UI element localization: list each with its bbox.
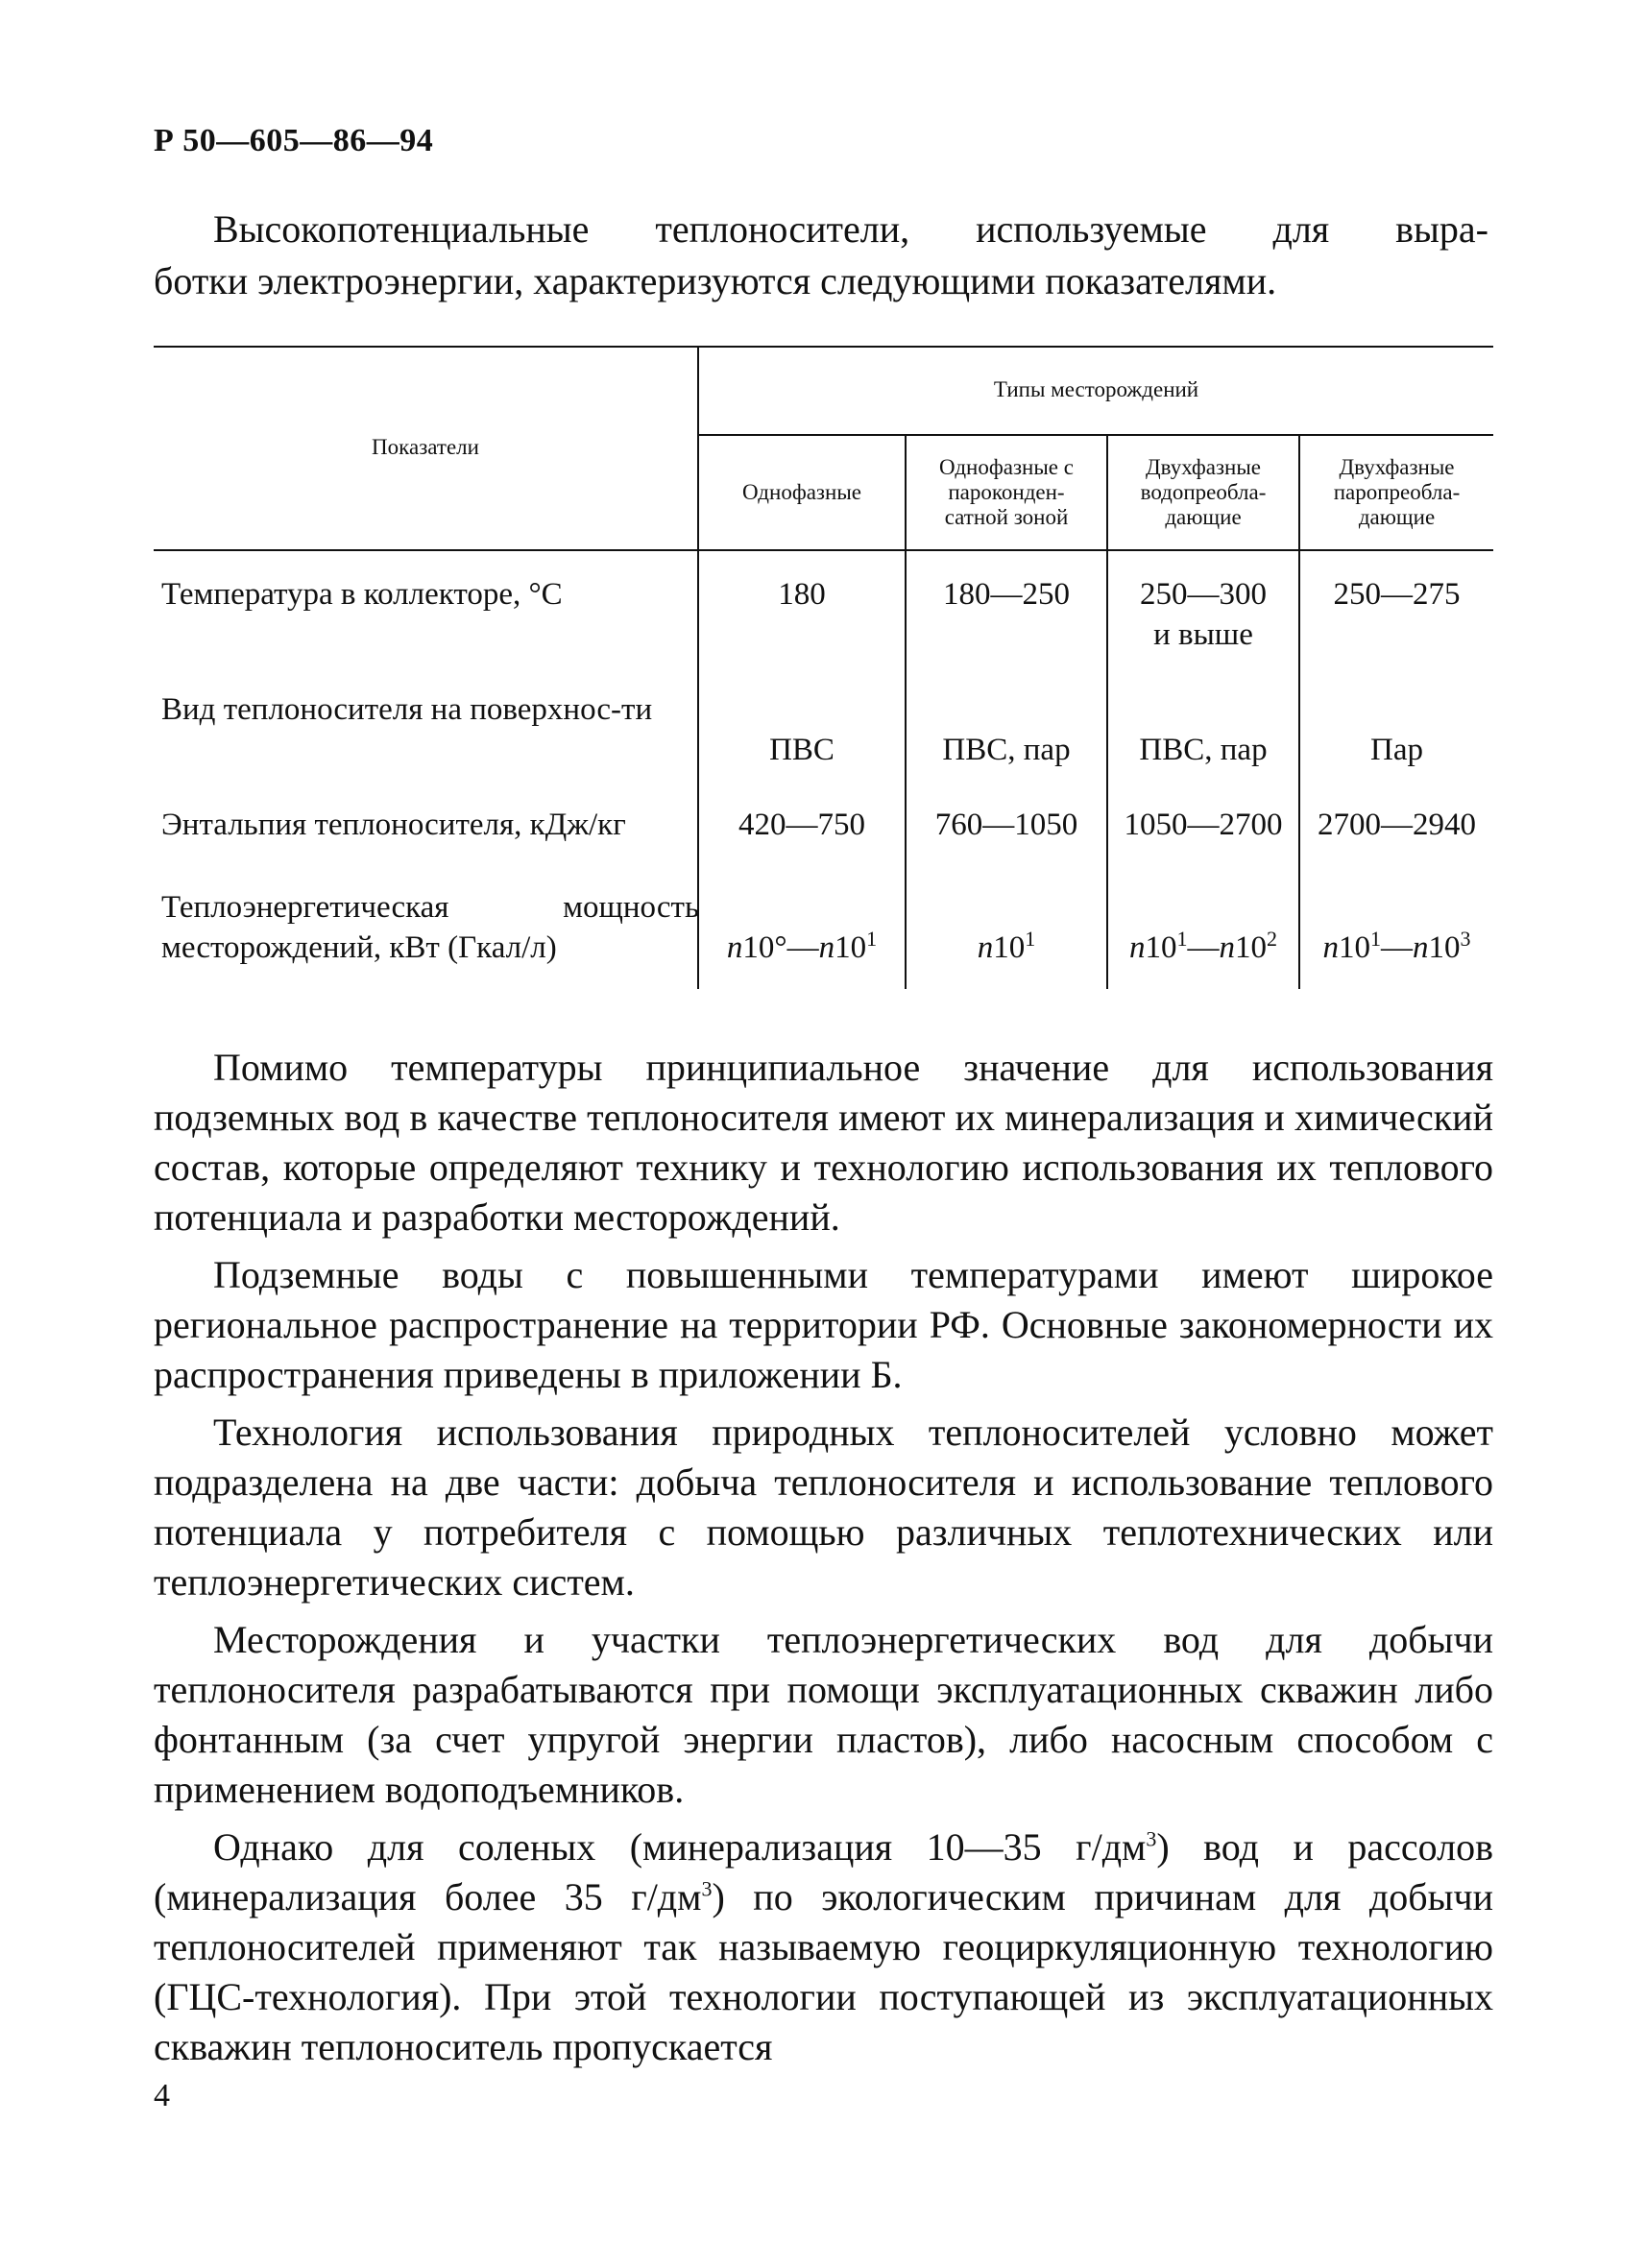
intro-line-2: ботки электроэнергии, характеризуются следующими показателями. [154, 259, 1277, 302]
col3-line-2: водопреобла- [1140, 480, 1267, 504]
exponent: 1 [1370, 927, 1381, 951]
superscript-3: 3 [701, 1876, 713, 1901]
deposit-types-table [154, 346, 1493, 989]
power-part: 10°— [742, 930, 819, 965]
n-symbol: n [1129, 930, 1146, 965]
paragraph-5-part-1: Однако для соленых (минерализация 10—35 г/дм [213, 1825, 1147, 1869]
body-text [154, 1043, 1493, 2080]
row-label-temperature: Температура в коллекторе, °С [161, 577, 563, 612]
column-header-two-phase-steam [1300, 436, 1493, 549]
col2-line-3: сатной зоной [944, 505, 1069, 529]
cell-power-1 [699, 928, 905, 968]
col1-line-1: Однофазные [742, 480, 861, 504]
power-part: 10 [993, 930, 1026, 965]
col4-line-1: Двухфазные [1339, 455, 1455, 479]
power-part: 10 [835, 930, 867, 965]
column-header-single-phase-condensate [907, 436, 1106, 549]
n-symbol: n [1413, 930, 1429, 965]
cell-type-4: Пар [1370, 733, 1423, 767]
paragraph-2: Подземные воды с повышенными температурами имеют широкое региональное распространение на территории РФ. Основные закономерности их распространения приведены в приложении Б. [154, 1253, 1493, 1396]
n-symbol: n [1322, 930, 1339, 965]
n-symbol: n [726, 930, 743, 965]
row-label-carrier-type: Вид теплоносителя на поверхнос-ти [161, 692, 653, 727]
cell-power-2 [907, 928, 1106, 968]
exponent: 1 [866, 927, 878, 951]
page-number: 4 [154, 2078, 170, 2113]
n-symbol: n [977, 930, 994, 965]
column-header-single-phase [699, 436, 905, 549]
cell-temp-2: 180—250 [943, 577, 1070, 612]
exponent: 1 [1176, 927, 1188, 951]
paragraph-5-part-2: ) вод и рассолов (минерализация более 35 г/дм [154, 1825, 1493, 1918]
dash: — [1187, 930, 1220, 965]
paragraph-4: Месторождения и участки теплоэнергетических вод для добычи теплоносителя разрабатываются при помощи эксплуатационных скважин либо фонтанным (за счет упругой энергии пластов), либо насосным способом с применением водоподъемников. [154, 1618, 1493, 1811]
indicator-header: Показатели [372, 435, 479, 459]
paragraph-5-part-3: ) по экологическим причинам для добычи теплоносителей применяют так называемую геоциркуляционную технологию (ГЦС-технология). При этой технологии поступающей из эксплуатационных скважин теплоноситель пропускается [154, 1875, 1493, 2068]
exponent: 1 [1025, 927, 1036, 951]
intro-line-1: Высокопотенциальные теплоносители, используемые для выра- [213, 207, 1488, 251]
cell-enthalpy-4: 2700—2940 [1318, 808, 1476, 842]
col4-line-2: паропреобла- [1333, 480, 1461, 504]
cell-power-3 [1108, 928, 1298, 968]
header-bottom-rule [154, 549, 1493, 551]
intro-paragraph [154, 204, 1488, 307]
cell-enthalpy-2: 760—1050 [934, 808, 1078, 842]
cell-temp-1: 180 [778, 577, 826, 612]
exponent: 3 [1460, 927, 1471, 951]
col3-line-1: Двухфазные [1145, 455, 1262, 479]
column-header-two-phase-water [1108, 436, 1298, 549]
cell-type-2: ПВС, пар [942, 733, 1071, 767]
row-label-enthalpy: Энтальпия теплоносителя, кДж/кг [161, 808, 626, 842]
cell-temp-3: 250—300 и выше [1140, 577, 1267, 652]
cell-enthalpy-3: 1050—2700 [1124, 808, 1283, 842]
dash: — [1381, 930, 1413, 965]
paragraph-1: Помимо температуры принципиальное значение для использования подземных вод в качестве теплоносителя имеют их минерализация и химический состав, которые определяют технику и технологию использования их теплового потенциала и разработки месторождений. [154, 1046, 1493, 1239]
cell-power-4 [1300, 928, 1493, 968]
col2-line-2: пароконден- [948, 480, 1065, 504]
cell-temp-4: 250—275 [1333, 577, 1461, 612]
power-part: 10 [1145, 930, 1177, 965]
cell-type-3: ПВС, пар [1139, 733, 1268, 767]
paragraph-5 [154, 1822, 1493, 2072]
n-symbol: n [818, 930, 835, 965]
col4-line-3: дающие [1358, 505, 1436, 529]
paragraph-3: Технология использования природных теплоносителей условно может подразделена на две части: добыча теплоносителя и использование теплового потенциала у потребителя с помощью различных теплотехнических или теплоэнергетических систем. [154, 1411, 1493, 1604]
power-part: 10 [1428, 930, 1461, 965]
col3-line-3: дающие [1165, 505, 1242, 529]
cell-enthalpy-1: 420—750 [738, 808, 865, 842]
cell-type-1: ПВС [769, 733, 835, 767]
power-part: 10 [1235, 930, 1267, 965]
superscript-3: 3 [1146, 1826, 1157, 1851]
document-code: Р 50—605—86—94 [154, 123, 434, 158]
exponent: 2 [1267, 927, 1277, 951]
n-symbol: n [1219, 930, 1235, 965]
row-label-power: Теплоэнергетическая мощность месторождений, кВт (Гкал/л) [161, 890, 699, 965]
power-part: 10 [1339, 930, 1370, 965]
deposit-types-header: Типы месторождений [993, 377, 1199, 401]
col2-line-1: Однофазные с [939, 455, 1074, 479]
